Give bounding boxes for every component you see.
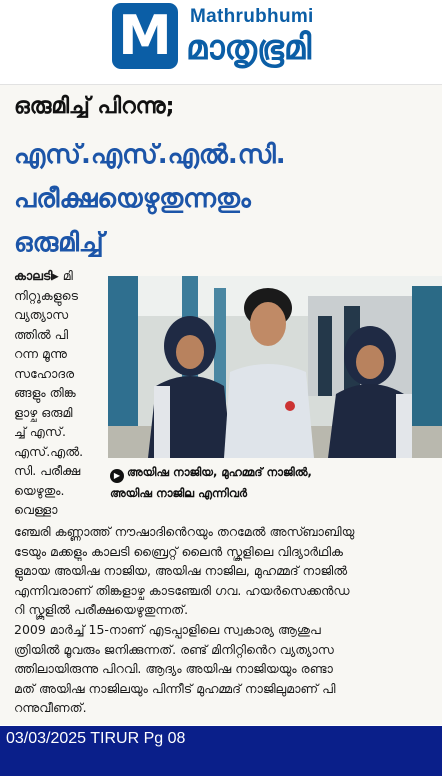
intro-line: നിറ്റുകളുടെ: [14, 287, 78, 303]
intro-line: യെഴുതും.: [14, 482, 65, 498]
body-line: 2009 മാർച്ച് 15-നാണ് എടപ്പാളിലെ സ്വകാര്യ ആശുപ: [14, 621, 321, 637]
edition-footer: [0, 726, 442, 776]
intro-line: ളാഴ്ച ഒരുമി: [14, 404, 73, 420]
article-intro-column: [14, 266, 106, 520]
intro-line: സി. പരീക്ഷ: [14, 463, 81, 478]
masthead: [0, 0, 442, 85]
body-line: ടേയും മക്കളും കാലടി ബ്രൈറ്റ് ലൈൻ സ്കൂളിലെ വിദ്യാർഥിക: [14, 543, 343, 559]
brand-name-malayalam: മാതൃഭൂമി: [186, 28, 312, 68]
body-line: ത്തിലായിരുന്നു പിറവി. ആദ്യം അയിഷ നാജിയയും രണ്ടാ: [14, 661, 333, 677]
body-line: ത്രിയിൽ മൂവരും ജനിക്കുന്നത്. രണ്ട് മിനിറ്റിൻെറ വ്യത്യാസ: [14, 641, 334, 657]
article-body: [14, 522, 432, 718]
intro-line: എസ്.എൽ.: [14, 443, 84, 459]
play-icon: ▶: [110, 469, 124, 483]
article-headline: [14, 133, 434, 265]
headline-line: പരീക്ഷയെഴുതുന്നതും: [14, 184, 251, 214]
dateline: കാലടി▸: [14, 268, 59, 283]
body-line: ഞ്ചേരി കണ്ണാത്ത് നൗഷാദിൻെറയും തറമേൽ അസ്ബാബിയു: [14, 524, 355, 539]
intro-line: റന്ന മൂന്നു: [14, 346, 67, 361]
intro-line: വ്യത്യാസ: [14, 307, 69, 322]
caption-line: ▶ അയിഷ നാജിയ, മുഹമ്മദ് നാജിൽ,: [110, 462, 440, 483]
intro-line: വെള്ളാ: [14, 502, 58, 517]
intro-line: കാലടി▸ മി: [14, 268, 73, 283]
mathrubhumi-logo: M: [112, 3, 178, 69]
article-kicker: ഒരുമിച്ച് പിറന്നു;: [14, 94, 175, 119]
brand-name-english: Mathrubhumi: [190, 6, 314, 27]
intro-line: ച്ച് എസ്.: [14, 424, 66, 439]
intro-line: ങ്ങളും തിങ്ക: [14, 385, 76, 400]
body-line: റന്നുവീണത്.: [14, 700, 87, 716]
headline-line: ഒരുമിച്ച്: [14, 228, 104, 258]
headline-line: എസ്.എസ്.എൽ.സി.: [14, 140, 286, 170]
body-line: എന്നിവരാണ് തിങ്കളാഴ്ച കാടഞ്ചേരി ഗവ. ഹയർസെക്കൻഡ: [14, 582, 350, 598]
students-photo-illustration: [108, 276, 442, 458]
caption-line: അയിഷ നാജില എന്നിവർ: [110, 486, 248, 500]
body-line: റി സ്കൂളിൽ പരീക്ഷയെഴുതുന്നത്.: [14, 602, 189, 618]
intro-line: ത്തിൽ പി: [14, 326, 69, 342]
photo-caption: [110, 462, 440, 503]
body-line: മത് അയിഷ നാജിലയും പിന്നീട് മുഹമ്മദ് നാജിലുമാണ് പി: [14, 680, 336, 696]
edition-date-page: 03/03/2025 TIRUR Pg 08: [6, 730, 186, 747]
article-photo: [108, 276, 442, 458]
body-line: ളുമായ അയിഷ നാജിയ, അയിഷ നാജില, മുഹമ്മദ് നാജിൽ: [14, 563, 348, 579]
intro-line: സഹോദര: [14, 365, 75, 381]
